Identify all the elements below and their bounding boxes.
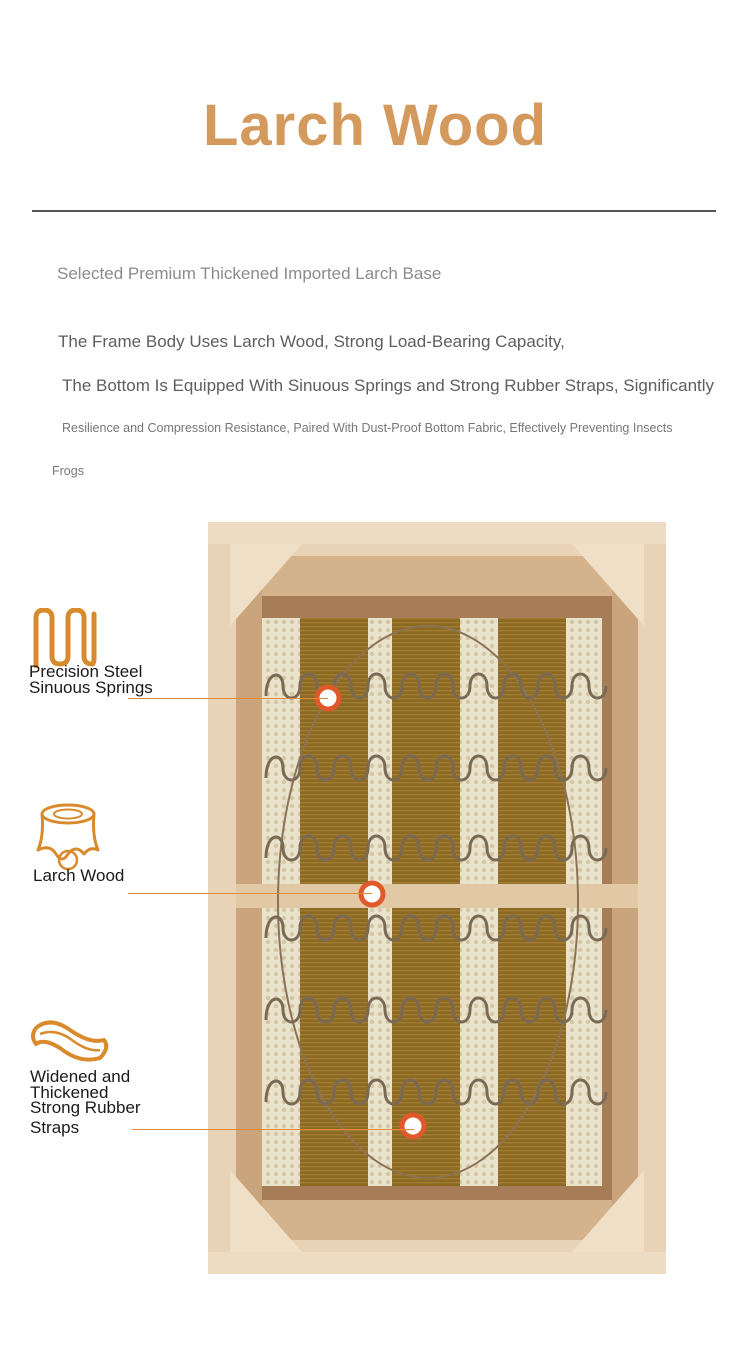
callout-leader-springs (128, 698, 328, 699)
callout-straps-line-4: Straps (30, 1118, 80, 1137)
callout-straps-line-2: Thickened (30, 1083, 109, 1102)
wood-stump-icon (32, 802, 104, 872)
sofa-base-frame-image (208, 522, 666, 1274)
page-title: Larch Wood (202, 93, 548, 158)
description-line-1: The Frame Body Uses Larch Wood, Strong Load-Bearing Capacity, (58, 332, 565, 351)
callout-straps-line-3: Strong Rubber (30, 1098, 141, 1117)
callout-leader-wood (128, 893, 372, 894)
callout-straps-line-1: Widened and (30, 1067, 131, 1086)
callout-leader-straps (132, 1129, 414, 1130)
description-line-2: The Bottom Is Equipped With Sinuous Springs and Strong Rubber Straps, Significantly (62, 376, 715, 395)
description-line-4: Frogs (52, 464, 84, 478)
spring-icon (32, 608, 98, 668)
callout-springs-line-2: Sinuous Springs (29, 678, 153, 697)
description-line-3: Resilience and Compression Resistance, Paired With Dust-Proof Bottom Fabric, Effectively Preventing Insects (62, 421, 673, 435)
callout-wood-line-1: Larch Wood (33, 866, 125, 885)
rubber-strap-icon (30, 1018, 110, 1066)
subtitle: Selected Premium Thickened Imported Larch Base (57, 264, 442, 283)
callout-springs-line-1: Precision Steel (29, 662, 143, 681)
title-divider (32, 210, 716, 212)
